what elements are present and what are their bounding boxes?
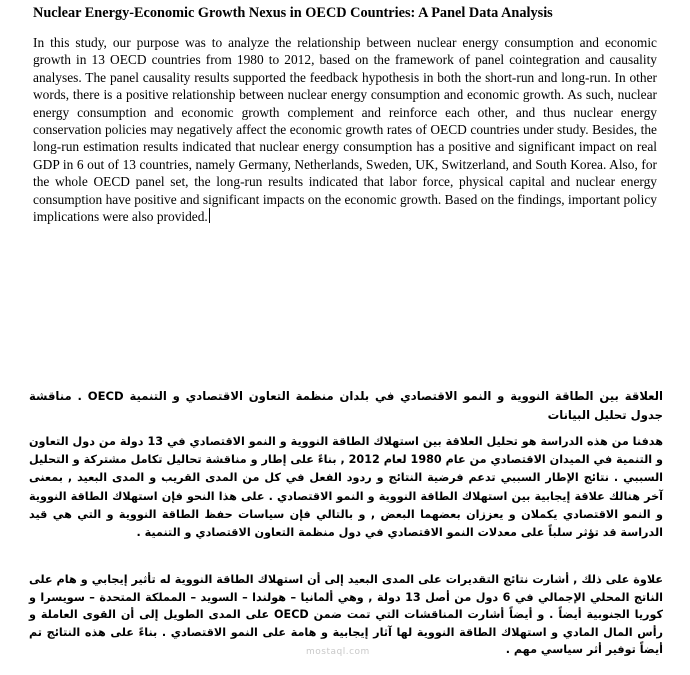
arabic-paragraph-2: علاوة على ذلك , أشارت نتائج التقديرات على المدى البعيد إلى أن استهلاك الطاقة النووية له تأثير إيجابي و هام على الناتج المحلي الإجمالي في 6 دول من أصل 13 دولة , وهي ألمانيا – هولندا – السويد – المملكة المتحدة – سويسرا و كوريا الجنوبية أيضاً . و أيضاً أشارت المناقشات التي تمت ضمن OECD على المدى الطويل إلى أن القوى العاملة و رأس المال المادي و استهلاك الطاقة النووية لها آثار إيجابية و هامة على النمو الاقتصادي . بناءً على هذه النتائج تم أيضاً توفير أثر سياسي مهم . xyxy=(29,573,664,657)
english-abstract xyxy=(33,34,657,225)
english-title: Nuclear Energy-Economic Growth Nexus in OECD Countries: A Panel Data Analysis xyxy=(33,5,553,21)
arabic-paragraph-1: هدفنا من هذه الدراسة هو تحليل العلاقة بين استهلاك الطاقة النووية و النمو الاقتصادي في 13 دولة من دول التعاون و التنمية في الميدان الاقتصادي من عام 1980 لعام 2012 , بناءً على إطار و مناقشة تحاليل تكامل مشتركة و التحليل السببي . نتائج الإطار السببي تدعم فرضية النتائج و ردود الفعل في كل من المدى القريب و المدى البعيد , بمعنى آخر هنالك علاقة إيجابية بين استهلاك الطاقة النووية و النمو الاقتصادي . على هذا النحو فإن استهلاك الطاقة النووية و النمو الاقتصادي يكملان و يعززان بعضهما البعض , و بالتالي فإن سياسات حفظ الطاقة النووية و التي هي قيد الدراسة قد تؤثر سلباً على معدلات النمو الاقتصادي في دول منظمة التعاون الاقتصادي و التنمية . xyxy=(29,435,663,540)
watermark: mostaql.com xyxy=(306,647,370,657)
english-abstract-text: In this study, our purpose was to analyze the relationship between nuclear energy consumption and economic growth in 13 OECD countries from 1980 to 2012, based on the framework of panel cointegration and causality analyses. The panel causality results supported the feedback hypothesis in both the short-run and long-run. In other words, there is a positive relationship between nuclear energy consumption and economic growth. As such, nuclear energy consumption and economic growth complement and reinforce each other, and thus nuclear energy conservation policies may negatively affect the economic growth rates of OECD countries under study. Besides, the long-run estimation results indicated that nuclear energy consumption has a positive and significant impact on real GDP in 6 out of 13 countries, namely Germany, Netherlands, Sweden, UK, Switzerland, and South Korea. Also, for the whole OECD panel set, the long-run results indicated that labor force, physical capital and nuclear energy consumption have positive and significant impacts on the economic growth. Based on the findings, important policy implications were also provided. xyxy=(33,35,657,225)
text-cursor xyxy=(209,208,210,223)
arabic-title: العلاقة بين الطاقة النووية و النمو الاقتصادي في بلدان منظمة التعاون الاقتصادي و التنمية OECD . مناقشة جدول تحليل البيانات xyxy=(29,389,663,422)
